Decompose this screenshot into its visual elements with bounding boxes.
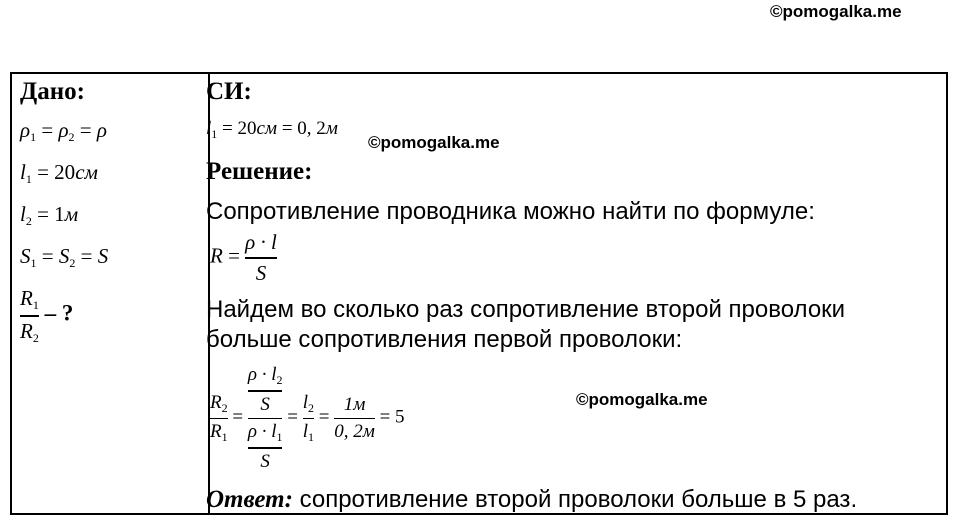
given-rho: $\rho_1 = \rho_2 = \rho$ (20, 118, 107, 144)
answer (206, 486, 857, 514)
solution-line-1: Сопротивление проводника можно найти по формуле: (206, 198, 815, 225)
given-area: $S_1 = S_2 = S$ (20, 244, 109, 270)
given-question: $\frac{R_1}{R_2}$ – ? (20, 286, 74, 345)
given-l1: $l_1 = 20см$ (20, 160, 98, 186)
watermark-middle: ©pomogalka.me (368, 133, 500, 152)
given-l2: $l_2 = 1м$ (20, 202, 79, 228)
solution-line-2: Найдем во сколько раз сопротивление второй проволоки (206, 296, 846, 323)
given-heading: Дано: (20, 78, 85, 105)
watermark-top: ©pomogalka.me (770, 2, 902, 21)
answer-text: сопротивление второй проволоки больше в 5 раз. (292, 486, 858, 513)
formula-ratio: $\frac{R_2}{R_1}$ = $\frac{\frac{\rho \cdot l_2}{S}}{\frac{\rho \cdot l_1}{S}}$ = $\frac{l_2}{l_1}$ = $\frac{1м}{0, 2м}$ = 5 (210, 364, 405, 472)
formula-resistance: R = $\frac{\rho \cdot l}{S}$ (210, 230, 277, 285)
si-heading: СИ: (206, 78, 252, 105)
solution-line-3: больше сопротивления первой проволоки: (206, 326, 683, 353)
watermark-lower: ©pomogalka.me (576, 390, 708, 409)
answer-label: Ответ: (206, 486, 293, 513)
si-conversion: $l_1 = 20см = 0$, 2м (206, 118, 338, 141)
solution-heading: Решение: (206, 158, 313, 185)
